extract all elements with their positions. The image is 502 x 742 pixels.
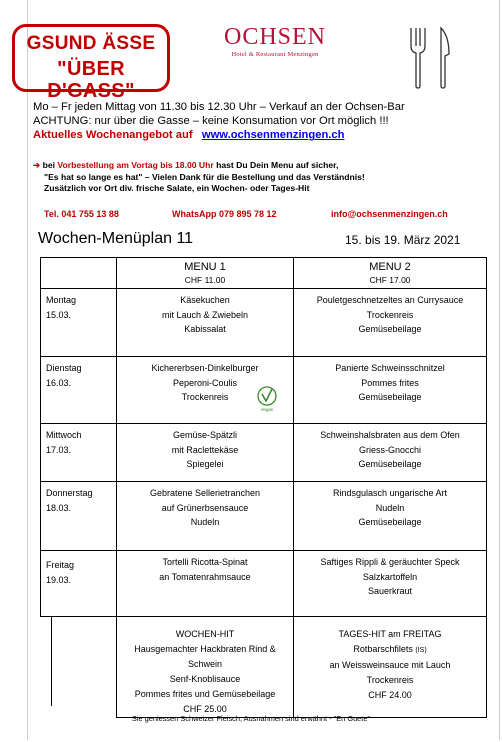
wochen-hit-line: Hausgemachter Hackbraten Rind & Schwein: [134, 644, 276, 669]
tages-hit-line: Trockenreis: [366, 675, 414, 685]
menu-1-title: MENU 1: [184, 261, 226, 273]
tages-hit-line: an Weissweinsauce mit Lauch: [329, 660, 451, 670]
menu-2-dish: [294, 482, 487, 551]
day-row: [41, 482, 487, 551]
menu-2-dish: [294, 357, 487, 424]
dish-line: Peperoni-Coulis: [172, 377, 238, 388]
website-link[interactable]: www.ochsenmenzingen.ch: [201, 129, 345, 142]
dish-line: Schweinshalsbraten aus dem Ofen: [320, 430, 460, 440]
menu-2-header: [294, 258, 487, 289]
arrow-right-icon: ➔: [33, 160, 41, 170]
corner-cell: [41, 258, 117, 289]
notice-part-1: bei: [42, 160, 56, 170]
menu-1-dish: [117, 289, 294, 357]
hit-spacer-cell: [41, 617, 117, 718]
day-row: [41, 551, 487, 617]
menu-1-dish: [117, 482, 294, 551]
dish-line: Pommes frites: [361, 377, 419, 388]
day-cell: [41, 482, 117, 551]
intro-text: [33, 100, 493, 143]
plan-title: Wochen-Menüplan 11: [38, 230, 194, 247]
dish-line: Trockenreis: [366, 309, 414, 320]
hit-row: [41, 617, 487, 718]
footer-note: Sie geniessen Schweizer Fleisch, Ausnahmen sind erwähnt - "En Guete": [131, 714, 371, 723]
dish-line: Gebratene Sellerietranchen: [149, 488, 261, 498]
weekly-offer-label: Aktuelles Wochenangebot auf: [33, 129, 193, 142]
wochen-hit-line: Pommes frites und Gemüsebeilage: [134, 689, 276, 699]
notice-part-2: Vorbestellung am Vortag bis 18.00 Uhr: [57, 160, 214, 170]
day-name: Dienstag: [46, 363, 82, 373]
dish-line: Gemüsebeilage: [358, 517, 422, 528]
dish-line: Kabissalat: [184, 324, 226, 335]
ochsen-logo: [212, 24, 338, 58]
logo-name: OCHSEN: [223, 24, 326, 50]
day-row: [41, 289, 487, 357]
notice-line-1: [33, 160, 493, 172]
dish-line: Gemüsebeilage: [358, 324, 422, 335]
dish-line: Kichererbsen-Dinkelburger: [151, 363, 259, 373]
intro-line-1: Mo – Fr jeden Mittag von 11.30 bis 12.30 Uhr – Verkauf an der Ochsen-Bar: [33, 101, 405, 113]
dish-line: Griess-Gnocchi: [358, 444, 421, 455]
dish-line: Gemüsebeilage: [358, 459, 422, 470]
preorder-notice: [33, 160, 493, 195]
vegan-icon: [256, 386, 278, 412]
plan-dates: 15. bis 19. März 2021: [345, 233, 461, 247]
dish-line: Trockenreis: [181, 392, 229, 403]
dish-line: Rindsgulasch ungarische Art: [332, 488, 448, 498]
tages-hit-note: (IS): [415, 647, 427, 654]
notice-line-2: "Es hat so lange es hat" – Vielen Dank für die Bestellung und das Verständnis!: [44, 171, 365, 182]
wochen-hit-price: CHF 25.00: [183, 704, 227, 714]
menu-1-dish: [117, 357, 294, 424]
dish-line: Nudeln: [375, 502, 405, 513]
logo-subtitle: Hotel & Restaurant Menzingen: [231, 51, 319, 58]
day-date: 16.03.: [46, 377, 72, 388]
notice-part-3: hast Du Dein Menu auf sicher,: [216, 160, 339, 170]
menu-2-dish: [294, 551, 487, 617]
wochen-hit-line: Senf-Knoblisauce: [169, 674, 241, 684]
day-name: Donnerstag: [46, 488, 93, 498]
dish-line: Sauerkraut: [367, 586, 413, 597]
tages-hit-price: CHF 24.00: [368, 690, 412, 700]
intro-line-3: [33, 128, 493, 142]
day-name: Mittwoch: [46, 430, 82, 440]
slogan-stamp: [12, 24, 170, 102]
notice-line-3: Zusätzlich vor Ort div. frische Salate, ein Wochen- oder Tages-Hit: [44, 183, 310, 194]
menu-2-title: MENU 2: [369, 261, 411, 273]
cutlery-icon: [405, 24, 455, 90]
wochen-hit-title: WOCHEN-HIT: [175, 629, 235, 639]
menu-1-price: CHF 11.00: [184, 275, 226, 285]
email-address[interactable]: info@ochsenmenzingen.ch: [331, 209, 448, 219]
whatsapp-number[interactable]: WhatsApp 079 895 78 12: [172, 209, 277, 219]
dish-line: mit Raclettekäse: [171, 444, 239, 455]
vegan-label: Vegan: [260, 407, 274, 412]
dish-line: mit Lauch & Zwiebeln: [161, 309, 249, 320]
day-cell: [41, 424, 117, 482]
day-date: 17.03.: [46, 444, 72, 455]
tages-hit-line-1: [294, 642, 486, 658]
dish-line: Panierte Schweinsschnitzel: [335, 363, 445, 373]
tages-hit-cell: [294, 617, 487, 718]
dish-line: Käsekuchen: [180, 295, 230, 305]
day-date: 19.03.: [46, 574, 72, 585]
menu-table: [40, 257, 487, 718]
dish-line: Nudeln: [190, 517, 220, 528]
dish-line: auf Grünerbsensauce: [161, 502, 249, 513]
intro-line-2: ACHTUNG: nur über die Gasse – keine Konsumation vor Ort möglich !!!: [33, 115, 389, 128]
phone-number[interactable]: Tel. 041 755 13 88: [44, 209, 119, 219]
menu-1-dish: [117, 551, 294, 617]
day-row: [41, 357, 487, 424]
menu-1-dish: [117, 424, 294, 482]
menu-2-dish: [294, 424, 487, 482]
dish-line: Spiegelei: [186, 459, 224, 470]
dish-line: Pouletgeschnetzeltes an Currysauce: [316, 295, 464, 305]
day-row: [41, 424, 487, 482]
day-cell: [41, 551, 117, 617]
wochen-hit-cell: [117, 617, 294, 718]
day-name: Freitag: [46, 560, 75, 570]
menu-1-header: [117, 258, 294, 289]
menu-2-price: CHF 17.00: [369, 275, 411, 285]
dish-line: Salzkartoffeln: [362, 571, 418, 582]
day-cell: [41, 357, 117, 424]
dish-line: Gemüsebeilage: [358, 392, 422, 403]
dish-line: Gemüse-Spätzli: [172, 430, 238, 440]
tages-hit-title: TAGES-HIT am FREITAG: [338, 629, 442, 639]
slogan-line-2: "ÜBER D'GASS": [47, 58, 135, 102]
menu-2-dish: [294, 289, 487, 357]
menu-header-row: [41, 258, 487, 289]
dish-line: Saftiges Rippli & geräuchter Speck: [320, 557, 460, 567]
tages-hit-dish: Rotbarschfilets: [353, 644, 413, 654]
dish-line: an Tomatenrahmsauce: [159, 571, 251, 582]
dish-line: Tortelli Ricotta-Spinat: [162, 557, 248, 567]
day-cell: [41, 289, 117, 357]
day-name: Montag: [46, 295, 77, 305]
slogan-line-1: GSUND ÄSSE: [26, 33, 156, 54]
day-date: 15.03.: [46, 309, 72, 320]
day-date: 18.03.: [46, 502, 72, 513]
